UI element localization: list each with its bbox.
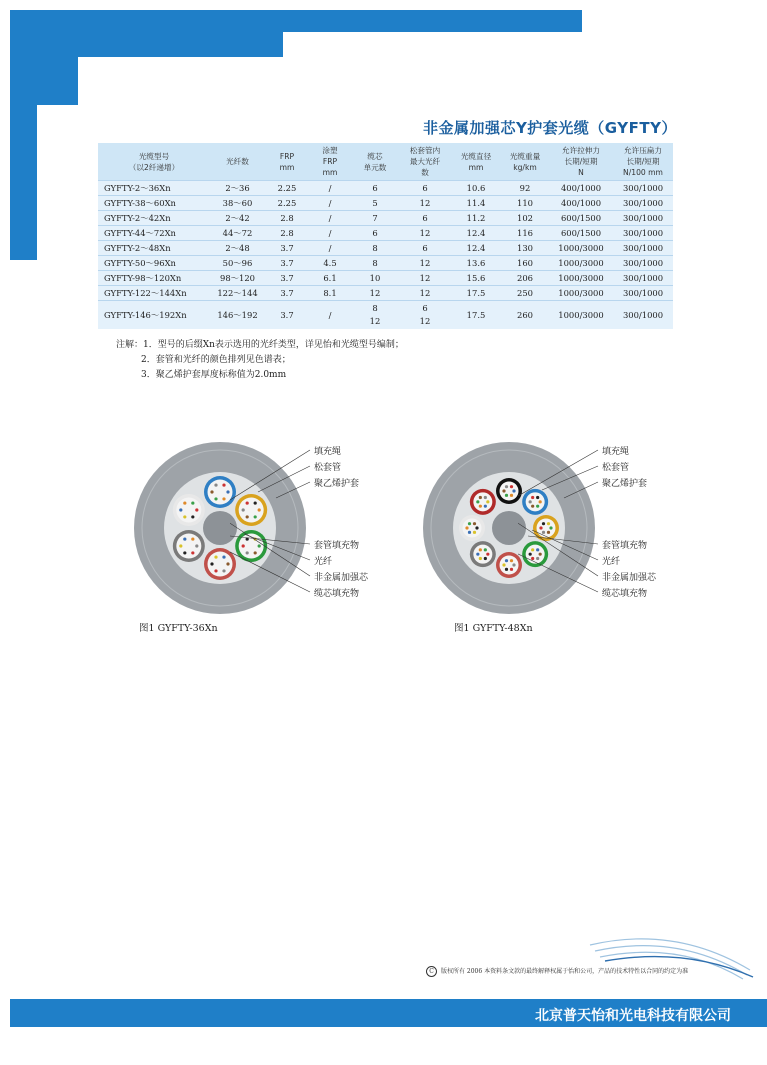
cell-max-fibers: 6	[399, 181, 451, 196]
fiber	[191, 515, 194, 518]
cell-weight: 92	[501, 181, 549, 196]
label-strength-member-2: 非金属加强芯	[602, 573, 657, 583]
cell-model: GYFTY-2～48Xn	[98, 241, 210, 256]
fiber	[191, 501, 194, 504]
fiber	[479, 505, 482, 508]
fiber	[179, 508, 182, 511]
cell-fibers: 122～144	[210, 286, 265, 301]
figure-caption-2: 图1 GYFTY-48Xn	[454, 623, 533, 634]
header-model: 光缆型号 （以2纤递增）	[98, 143, 210, 181]
cell-diameter: 17.5	[451, 286, 501, 301]
tube-filling	[500, 556, 519, 575]
table-header-row	[98, 143, 673, 181]
fiber	[473, 522, 476, 525]
cell-frp: 3.7	[265, 286, 309, 301]
tube-filling	[473, 545, 492, 564]
fiber	[486, 500, 489, 503]
cell-diameter: 17.5	[451, 301, 501, 330]
cell-fibers: 146～192	[210, 301, 265, 330]
cell-model: GYFTY-98～120Xn	[98, 271, 210, 286]
cell-model: GYFTY-50～96Xn	[98, 256, 210, 271]
fiber	[183, 515, 186, 518]
cell-tensile: 600/1500	[549, 211, 613, 226]
fiber	[179, 544, 182, 547]
fiber	[475, 526, 478, 529]
fiber	[479, 496, 482, 499]
label-core-filling-1: 缆芯填充物	[314, 589, 360, 599]
header-coated-frp: 涂塑 FRP mm	[309, 143, 351, 181]
cell-crush: 300/1000	[613, 181, 673, 196]
fiber	[502, 563, 505, 566]
fiber	[476, 500, 479, 503]
cell-crush: 300/1000	[613, 256, 673, 271]
fiber	[510, 559, 513, 562]
cell-fibers: 50～96	[210, 256, 265, 271]
company-name: 北京普天怡和光电科技有限公司	[535, 1008, 731, 1024]
header-max-fibers: 松套管内 最大光纤 数	[399, 143, 451, 181]
cell-fibers: 2～48	[210, 241, 265, 256]
label-fiber-2: 光纤	[602, 557, 621, 567]
fiber	[183, 501, 186, 504]
notes	[116, 338, 404, 383]
cell-frp: 2.25	[265, 181, 309, 196]
header-fibers: 光纤数	[210, 143, 265, 181]
cell-coated: /	[309, 241, 351, 256]
table-row	[98, 301, 673, 330]
cell-crush: 300/1000	[613, 226, 673, 241]
cell-tensile: 600/1500	[549, 226, 613, 241]
fiber	[512, 563, 515, 566]
cell-coated: /	[309, 196, 351, 211]
table-row	[98, 226, 673, 241]
label-filler-rope-2: 填充绳	[602, 447, 630, 457]
fiber	[484, 548, 487, 551]
fiber	[214, 483, 217, 486]
header-units: 缆芯 单元数	[351, 143, 399, 181]
fiber	[505, 485, 508, 488]
cell-diameter: 12.4	[451, 241, 501, 256]
cell-frp: 3.7	[265, 256, 309, 271]
header-frp: FRP mm	[265, 143, 309, 181]
cell-fibers: 38～60	[210, 196, 265, 211]
fiber	[479, 557, 482, 560]
fiber	[476, 553, 479, 556]
cell-max-fibers: 12	[399, 271, 451, 286]
cell-tensile: 1000/3000	[549, 271, 613, 286]
cell-weight: 260	[501, 301, 549, 330]
cell-model: GYFTY-146～192Xn	[98, 301, 210, 330]
callout-lines-48	[518, 440, 613, 600]
header-band-step1	[10, 32, 283, 57]
fiber	[505, 559, 508, 562]
fiber	[484, 496, 487, 499]
fiber	[510, 568, 513, 571]
fiber	[222, 569, 225, 572]
cell-units: 10	[351, 271, 399, 286]
cell-frp: 2.8	[265, 226, 309, 241]
fiber	[484, 557, 487, 560]
cell-tensile: 1000/3000	[549, 286, 613, 301]
cell-coated: 8.1	[309, 286, 351, 301]
fiber	[191, 551, 194, 554]
cell-units: 5	[351, 196, 399, 211]
table-row	[98, 241, 673, 256]
fiber	[484, 505, 487, 508]
label-filler-rope-1: 填充绳	[314, 447, 342, 457]
table-row	[98, 181, 673, 196]
fiber	[214, 555, 217, 558]
figure-caption-1: 图1 GYFTY-36Xn	[139, 623, 218, 634]
cell-units: 7	[351, 211, 399, 226]
copyright-notice	[426, 966, 688, 977]
cell-fibers: 2～42	[210, 211, 265, 226]
cell-max-fibers: 12	[399, 196, 451, 211]
cell-diameter: 10.6	[451, 181, 501, 196]
cell-weight: 130	[501, 241, 549, 256]
cell-model: GYFTY-2～42Xn	[98, 211, 210, 226]
header-tensile: 允许拉伸力 长期/短期 N	[549, 143, 613, 181]
cell-max-fibers: 12	[399, 226, 451, 241]
cell-crush: 300/1000	[613, 241, 673, 256]
cell-weight: 160	[501, 256, 549, 271]
cell-units: 6	[351, 226, 399, 241]
cell-diameter: 13.6	[451, 256, 501, 271]
label-tube-filling-2: 套管填充物	[602, 541, 648, 551]
cell-units: 12	[351, 286, 399, 301]
cell-diameter: 15.6	[451, 271, 501, 286]
cell-model: GYFTY-122～144Xn	[98, 286, 210, 301]
label-pe-sheath-1: 聚乙烯护套	[314, 479, 360, 489]
cell-frp: 2.8	[265, 211, 309, 226]
cell-weight: 102	[501, 211, 549, 226]
fiber	[468, 522, 471, 525]
cell-max-fibers: 6	[399, 241, 451, 256]
fiber	[191, 537, 194, 540]
label-pe-sheath-2: 聚乙烯护套	[602, 479, 648, 489]
tube-filling	[463, 519, 482, 538]
cell-coated: 4.5	[309, 256, 351, 271]
table-row	[98, 271, 673, 286]
cell-model: GYFTY-2～36Xn	[98, 181, 210, 196]
tube-filling	[473, 492, 492, 511]
table-row	[98, 286, 673, 301]
fiber	[183, 537, 186, 540]
header-weight: 光缆重量 kg/km	[501, 143, 549, 181]
cell-crush: 300/1000	[613, 196, 673, 211]
fiber	[486, 553, 489, 556]
fiber	[510, 494, 513, 497]
cell-tensile: 1000/3000	[549, 301, 613, 330]
fiber	[210, 490, 213, 493]
cell-frp: 3.7	[265, 301, 309, 330]
cell-coated: /	[309, 301, 351, 330]
cell-fibers: 2～36	[210, 181, 265, 196]
label-strength-member-1: 非金属加强芯	[314, 573, 369, 583]
cell-diameter: 11.4	[451, 196, 501, 211]
tube-filling	[500, 482, 519, 501]
fiber	[510, 485, 513, 488]
cell-units: 8	[351, 241, 399, 256]
header-band-top	[10, 10, 582, 32]
header-diameter: 光缆直径 mm	[451, 143, 501, 181]
cell-max-fibers: 6 12	[399, 301, 451, 330]
cell-crush: 300/1000	[613, 286, 673, 301]
copyright-text: 版权所有 2006 本资料条文款的最终解释权属于怡和公司，产品的技术特性以合同的约定为准	[441, 968, 689, 975]
cell-fibers: 44～72	[210, 226, 265, 241]
callout-lines-36	[230, 440, 325, 600]
header-band-step2	[10, 57, 78, 105]
fiber	[512, 489, 515, 492]
fiber	[502, 489, 505, 492]
cell-coated: 6.1	[309, 271, 351, 286]
spec-table	[98, 143, 673, 329]
cell-units: 8	[351, 256, 399, 271]
cell-weight: 206	[501, 271, 549, 286]
cell-crush: 300/1000	[613, 301, 673, 330]
fiber	[195, 508, 198, 511]
cell-tensile: 400/1000	[549, 196, 613, 211]
cell-tensile: 400/1000	[549, 181, 613, 196]
label-tube-filling-1: 套管填充物	[314, 541, 360, 551]
note-2: 2．套管和光纤的颜色排列见色谱表；	[141, 355, 291, 365]
cell-max-fibers: 6	[399, 211, 451, 226]
cell-tensile: 1000/3000	[549, 241, 613, 256]
note-3: 3．聚乙烯护套厚度标称值为2.0mm	[141, 370, 287, 380]
header-crush: 允许压扁力 长期/短期 N/100 mm	[613, 143, 673, 181]
cell-model: GYFTY-38～60Xn	[98, 196, 210, 211]
table-row	[98, 211, 673, 226]
cell-crush: 300/1000	[613, 271, 673, 286]
table-row	[98, 256, 673, 271]
cell-max-fibers: 12	[399, 286, 451, 301]
cell-coated: /	[309, 226, 351, 241]
fiber	[210, 562, 213, 565]
cell-max-fibers: 12	[399, 256, 451, 271]
fiber	[222, 497, 225, 500]
fiber	[468, 531, 471, 534]
cell-coated: /	[309, 181, 351, 196]
cell-frp: 2.25	[265, 196, 309, 211]
cell-diameter: 12.4	[451, 226, 501, 241]
cell-crush: 300/1000	[613, 211, 673, 226]
fiber	[465, 526, 468, 529]
note-1: 注解：1．型号的后缀Xn表示选用的光纤类型，详见怡和光缆型号编制；	[116, 340, 404, 350]
cell-coated: /	[309, 211, 351, 226]
label-core-filling-2: 缆芯填充物	[602, 589, 648, 599]
cell-frp: 3.7	[265, 271, 309, 286]
cell-fibers: 98～120	[210, 271, 265, 286]
fiber	[505, 568, 508, 571]
cell-weight: 110	[501, 196, 549, 211]
cell-units: 6	[351, 181, 399, 196]
fiber	[214, 569, 217, 572]
fiber	[214, 497, 217, 500]
label-loose-tube-2: 松套管	[602, 463, 630, 473]
cell-tensile: 1000/3000	[549, 256, 613, 271]
table-row	[98, 196, 673, 211]
cell-frp: 3.7	[265, 241, 309, 256]
fiber	[479, 548, 482, 551]
fiber	[473, 531, 476, 534]
fiber	[183, 551, 186, 554]
page-title: 非金属加强芯Y护套光缆（GYFTY）	[422, 119, 677, 137]
cell-weight: 116	[501, 226, 549, 241]
fiber	[505, 494, 508, 497]
label-fiber-1: 光纤	[314, 557, 333, 567]
cell-weight: 250	[501, 286, 549, 301]
label-loose-tube-1: 松套管	[314, 463, 342, 473]
copyright-icon: C	[426, 966, 437, 977]
cell-diameter: 11.2	[451, 211, 501, 226]
fiber	[222, 555, 225, 558]
fiber	[195, 544, 198, 547]
fiber	[222, 483, 225, 486]
header-band-left	[10, 105, 37, 260]
cell-model: GYFTY-44～72Xn	[98, 226, 210, 241]
cell-units: 8 12	[351, 301, 399, 330]
